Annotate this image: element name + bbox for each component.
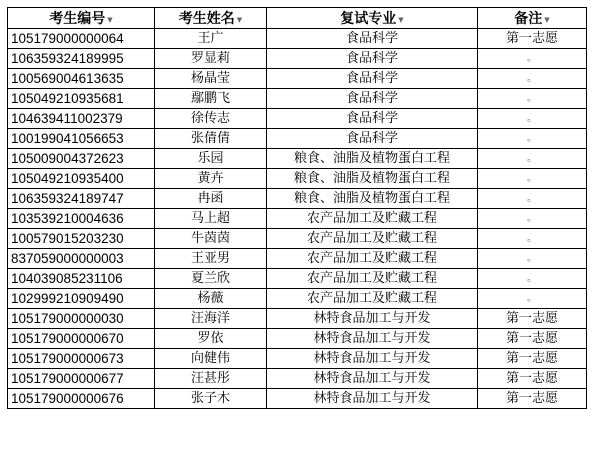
admission-table bbox=[7, 7, 587, 409]
cell-candidate-id[interactable]: 105009004372623 bbox=[8, 149, 155, 169]
table-row bbox=[8, 189, 587, 209]
table-row bbox=[8, 309, 587, 329]
cell-candidate-id[interactable]: 105049210935681 bbox=[8, 89, 155, 109]
cell-note[interactable]: 。 bbox=[478, 109, 587, 129]
header-cell-major[interactable]: 复试专业 ▼ bbox=[267, 8, 478, 29]
filter-arrow-icon[interactable]: ▼ bbox=[107, 16, 113, 24]
cell-candidate-id[interactable]: 106359324189995 bbox=[8, 49, 155, 69]
cell-note[interactable]: 。 bbox=[478, 69, 587, 89]
table-row bbox=[8, 269, 587, 289]
cell-note[interactable]: 。 bbox=[478, 249, 587, 269]
table-row bbox=[8, 29, 587, 49]
cell-major[interactable]: 食品科学 bbox=[267, 89, 478, 109]
cell-candidate-id[interactable]: 102999210909490 bbox=[8, 289, 155, 309]
cell-note[interactable]: 第一志愿 bbox=[478, 369, 587, 389]
table-row bbox=[8, 229, 587, 249]
cell-major[interactable]: 农产品加工及贮藏工程 bbox=[267, 289, 478, 309]
table-row bbox=[8, 329, 587, 349]
cell-candidate-name[interactable]: 乐园 bbox=[155, 149, 267, 169]
cell-note[interactable]: 。 bbox=[478, 229, 587, 249]
table-row bbox=[8, 149, 587, 169]
cell-candidate-name[interactable]: 杨薇 bbox=[155, 289, 267, 309]
table-row bbox=[8, 129, 587, 149]
cell-candidate-id[interactable]: 106359324189747 bbox=[8, 189, 155, 209]
cell-note[interactable]: 。 bbox=[478, 289, 587, 309]
filter-arrow-icon[interactable]: ▼ bbox=[544, 16, 550, 24]
cell-candidate-name[interactable]: 张子木 bbox=[155, 389, 267, 409]
cell-candidate-id[interactable]: 104039085231106 bbox=[8, 269, 155, 289]
cell-major[interactable]: 农产品加工及贮藏工程 bbox=[267, 269, 478, 289]
table-row bbox=[8, 369, 587, 389]
cell-candidate-id[interactable]: 100579015203230 bbox=[8, 229, 155, 249]
cell-note[interactable]: 第一志愿 bbox=[478, 309, 587, 329]
cell-candidate-id[interactable]: 105179000000030 bbox=[8, 309, 155, 329]
table-row bbox=[8, 69, 587, 89]
cell-major[interactable]: 食品科学 bbox=[267, 69, 478, 89]
cell-major[interactable]: 食品科学 bbox=[267, 129, 478, 149]
cell-candidate-id[interactable]: 105179000000676 bbox=[8, 389, 155, 409]
header-cell-name[interactable]: 考生姓名 ▼ bbox=[155, 8, 267, 29]
cell-candidate-name[interactable]: 牛茵茵 bbox=[155, 229, 267, 249]
cell-major[interactable]: 农产品加工及贮藏工程 bbox=[267, 229, 478, 249]
filter-arrow-icon[interactable]: ▼ bbox=[398, 16, 404, 24]
header-cell-id[interactable]: 考生编号 ▼ bbox=[8, 8, 155, 29]
cell-major[interactable]: 林特食品加工与开发 bbox=[267, 329, 478, 349]
cell-candidate-name[interactable]: 王亚男 bbox=[155, 249, 267, 269]
cell-major[interactable]: 粮食、油脂及植物蛋白工程 bbox=[267, 169, 478, 189]
cell-major[interactable]: 食品科学 bbox=[267, 49, 478, 69]
table-row bbox=[8, 169, 587, 189]
cell-note[interactable]: 。 bbox=[478, 89, 587, 109]
cell-candidate-name[interactable]: 徐传志 bbox=[155, 109, 267, 129]
cell-candidate-id[interactable]: 104639411002379 bbox=[8, 109, 155, 129]
table-row bbox=[8, 49, 587, 69]
cell-major[interactable]: 农产品加工及贮藏工程 bbox=[267, 209, 478, 229]
table-row bbox=[8, 109, 587, 129]
cell-major[interactable]: 林特食品加工与开发 bbox=[267, 309, 478, 329]
cell-candidate-name[interactable]: 杨晶莹 bbox=[155, 69, 267, 89]
cell-major[interactable]: 粮食、油脂及植物蛋白工程 bbox=[267, 189, 478, 209]
header-cell-note[interactable]: 备注 ▼ bbox=[478, 8, 587, 29]
table-row bbox=[8, 389, 587, 409]
cell-candidate-id[interactable]: 103539210004636 bbox=[8, 209, 155, 229]
cell-candidate-name[interactable]: 王广 bbox=[155, 29, 267, 49]
cell-major[interactable]: 农产品加工及贮藏工程 bbox=[267, 249, 478, 269]
table-body bbox=[8, 29, 587, 409]
filter-arrow-icon[interactable]: ▼ bbox=[236, 16, 243, 24]
cell-note[interactable]: 。 bbox=[478, 269, 587, 289]
cell-candidate-id[interactable]: 105179000000670 bbox=[8, 329, 155, 349]
cell-candidate-name[interactable]: 黄卉 bbox=[155, 169, 267, 189]
cell-note[interactable]: 。 bbox=[478, 169, 587, 189]
cell-candidate-name[interactable]: 汪海洋 bbox=[155, 309, 267, 329]
cell-note[interactable]: 。 bbox=[478, 129, 587, 149]
cell-note[interactable]: 第一志愿 bbox=[478, 389, 587, 409]
cell-major[interactable]: 林特食品加工与开发 bbox=[267, 389, 478, 409]
cell-candidate-id[interactable]: 837059000000003 bbox=[8, 249, 155, 269]
cell-candidate-name[interactable]: 汪甚彤 bbox=[155, 369, 267, 389]
cell-note[interactable]: 。 bbox=[478, 209, 587, 229]
cell-note[interactable]: 。 bbox=[478, 149, 587, 169]
cell-candidate-name[interactable]: 罗依 bbox=[155, 329, 267, 349]
table-row bbox=[8, 349, 587, 369]
cell-candidate-name[interactable]: 马上超 bbox=[155, 209, 267, 229]
table-row bbox=[8, 289, 587, 309]
cell-candidate-id[interactable]: 100569004613635 bbox=[8, 69, 155, 89]
spreadsheet-area bbox=[7, 7, 587, 409]
header-row bbox=[8, 8, 587, 29]
cell-note[interactable]: 。 bbox=[478, 189, 587, 209]
cell-note[interactable]: 第一志愿 bbox=[478, 29, 587, 49]
table-row bbox=[8, 89, 587, 109]
cell-note[interactable]: 第一志愿 bbox=[478, 329, 587, 349]
cell-major[interactable]: 林特食品加工与开发 bbox=[267, 349, 478, 369]
cell-candidate-name[interactable]: 鄢鹏飞 bbox=[155, 89, 267, 109]
cell-candidate-name[interactable]: 张倩倩 bbox=[155, 129, 267, 149]
cell-note[interactable]: 第一志愿 bbox=[478, 349, 587, 369]
cell-candidate-name[interactable]: 冉函 bbox=[155, 189, 267, 209]
cell-candidate-id[interactable]: 105179000000677 bbox=[8, 369, 155, 389]
cell-candidate-id[interactable]: 105179000000673 bbox=[8, 349, 155, 369]
cell-major[interactable]: 粮食、油脂及植物蛋白工程 bbox=[267, 149, 478, 169]
cell-candidate-name[interactable]: 向健伟 bbox=[155, 349, 267, 369]
cell-candidate-name[interactable]: 罗显莉 bbox=[155, 49, 267, 69]
cell-candidate-name[interactable]: 夏兰欣 bbox=[155, 269, 267, 289]
cell-major[interactable]: 食品科学 bbox=[267, 29, 478, 49]
cell-note[interactable]: 。 bbox=[478, 49, 587, 69]
table-row bbox=[8, 209, 587, 229]
table-row bbox=[8, 249, 587, 269]
cell-candidate-id[interactable]: 105049210935400 bbox=[8, 169, 155, 189]
cell-major[interactable]: 食品科学 bbox=[267, 109, 478, 129]
cell-candidate-id[interactable]: 100199041056653 bbox=[8, 129, 155, 149]
cell-candidate-id[interactable]: 105179000000064 bbox=[8, 29, 155, 49]
cell-major[interactable]: 林特食品加工与开发 bbox=[267, 369, 478, 389]
